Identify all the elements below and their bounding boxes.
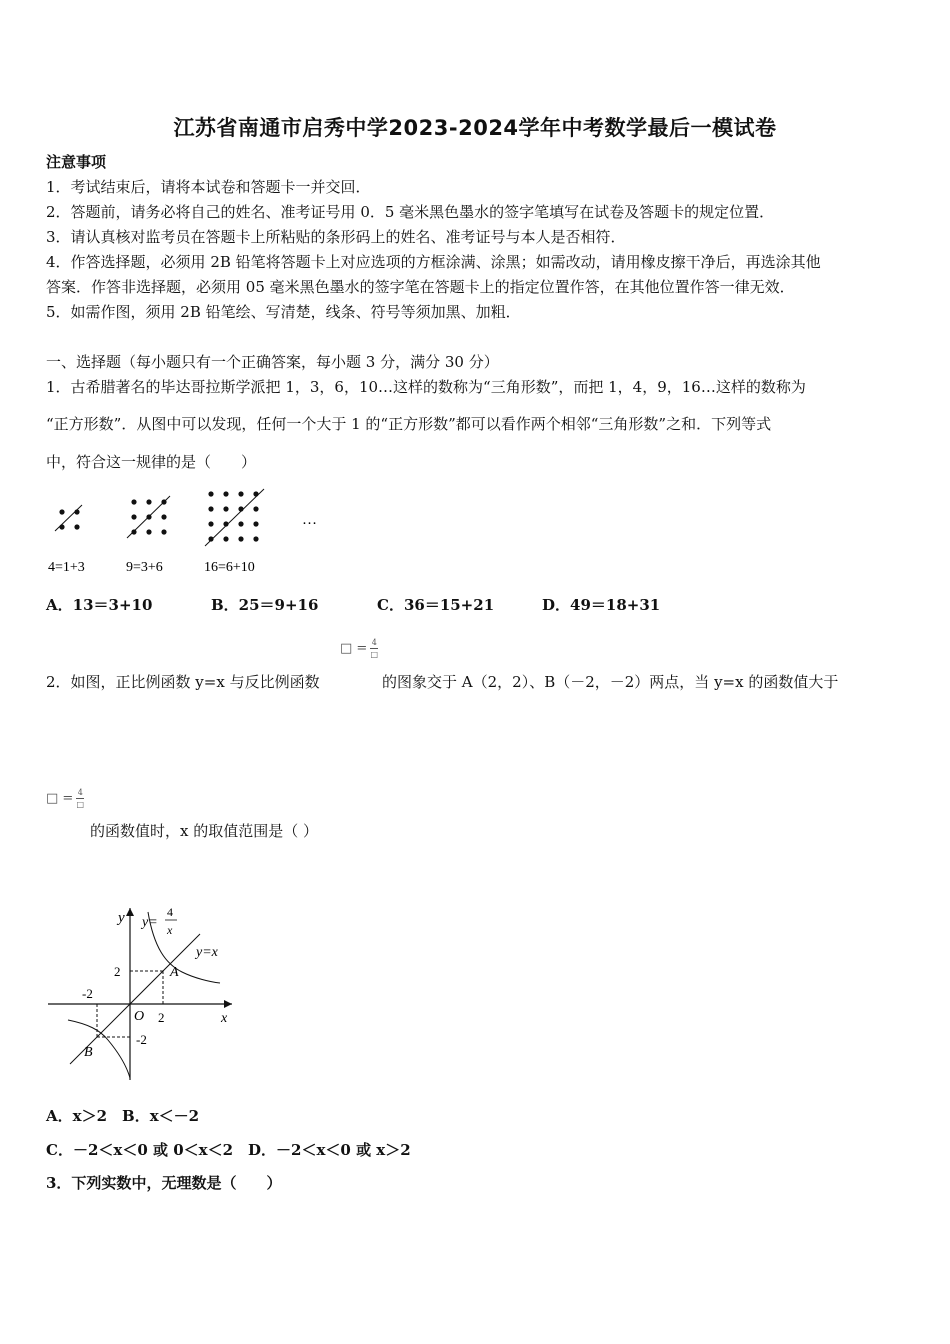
tick-x-2: 2 — [158, 1010, 165, 1025]
formula-lhs-2: □ = — [46, 791, 74, 806]
caption-9: 9=3+6 — [126, 560, 163, 575]
note-item-4-cont: 答案．作答非选择题，必须用 05 毫米黑色墨水的签字笔在答题卡上的指定位置作答，在其他位置作答一律无效． — [46, 278, 795, 296]
caption-16: 16=6+10 — [204, 560, 255, 575]
q2-formula-inline — [340, 638, 378, 659]
point-a-label: A — [170, 965, 179, 980]
caption-4: 4=1+3 — [48, 560, 85, 575]
hyperbola-branch-2 — [68, 1020, 130, 1078]
formula-fraction — [370, 638, 378, 659]
q2-function-graph — [42, 898, 242, 1088]
dot-grid-4 — [55, 505, 82, 531]
notes-heading: 注意事项 — [46, 153, 107, 171]
q2-line-1b: 的图象交于 A（2，2）、B（－2，－2）两点，当 y=x 的函数值大于 — [382, 673, 839, 691]
tick-y-neg2: -2 — [136, 1032, 147, 1047]
line-label: y=x — [196, 945, 218, 960]
formula-numerator: 4 — [371, 638, 377, 647]
note-item-5: 5．如需作图，须用 2B 铅笔绘、写清楚，线条、符号等须加黑、加粗． — [46, 303, 521, 321]
q2-options-ab[interactable]: A．x＞2 B．x＜－2 — [46, 1107, 200, 1125]
hyperbola-denominator: x — [167, 923, 173, 937]
q2-line-1a: 2．如图，正比例函数 y=x 与反比例函数 — [46, 673, 320, 691]
y-axis-label: y — [118, 910, 125, 926]
q1-line-2: “正方形数”．从图中可以发现，任何一个大于 1 的“正方形数”都可以看作两个相邻“三角形数”之和．下列等式 — [46, 415, 772, 433]
note-item-2: 2．答题前，请务必将自己的姓名、准考证号用 0．5 毫米黑色墨水的签字笔填写在试卷及答题卡的规定位置． — [46, 203, 775, 221]
dot-grid-9 — [127, 496, 170, 538]
formula-lhs: □ = — [340, 641, 368, 656]
tick-x-neg2: -2 — [82, 986, 93, 1001]
note-item-4: 4．作答选择题，必须用 2B 铅笔将答题卡上对应选项的方框涂满、涂黑；如需改动，请用橡皮擦干净后，再选涂其他 — [46, 253, 821, 271]
hyperbola-label: y= — [142, 915, 158, 930]
q2-line-2: 的函数值时，x 的取值范围是（ ） — [90, 822, 318, 840]
q2-formula-inline-2 — [46, 788, 84, 809]
tick-y-2: 2 — [114, 964, 121, 979]
q3-line: 3．下列实数中，无理数是（ ） — [46, 1174, 282, 1192]
formula-numerator-2: 4 — [77, 788, 83, 797]
q1-option-b[interactable]: B．25＝9+16 — [211, 596, 319, 614]
formula-fraction-2 — [76, 788, 84, 809]
formula-denominator-2: □ — [76, 800, 85, 809]
note-item-1: 1．考试结束后，请将本试卷和答题卡一并交回． — [46, 178, 371, 196]
q1-line-1: 1．古希腊著名的毕达哥拉斯学派把 1，3，6，10…这样的数称为“三角形数”，而把 1，4，9，16…这样的数称为 — [46, 378, 806, 396]
page-title: 江苏省南通市启秀中学2023-2024学年中考数学最后一模试卷 — [173, 116, 777, 140]
formula-denominator: □ — [370, 650, 379, 659]
section-heading: 一、选择题（每小题只有一个正确答案，每小题 3 分，满分 30 分） — [46, 353, 499, 371]
q2-options-cd[interactable]: C．－2＜x＜0 或 0＜x＜2 D．－2＜x＜0 或 x＞2 — [46, 1141, 411, 1159]
hyperbola-numerator: 4 — [167, 905, 173, 919]
q1-line-3: 中，符合这一规律的是（ ） — [46, 453, 257, 471]
q1-option-d[interactable]: D．49＝18+31 — [542, 596, 661, 614]
q1-option-c[interactable]: C．36＝15+21 — [377, 596, 495, 614]
figure-ellipsis: … — [302, 512, 317, 528]
note-item-3: 3．请认真核对监考员在答题卡上所粘贴的条形码上的姓名、准考证号与本人是否相符． — [46, 228, 626, 246]
dot-grid-16 — [205, 489, 264, 546]
q1-option-a[interactable]: A．13＝3+10 — [46, 596, 153, 614]
point-b-label: B — [84, 1045, 93, 1060]
origin-label: O — [134, 1009, 145, 1024]
x-axis-label: x — [221, 1011, 228, 1026]
q1-square-numbers-figure — [44, 486, 334, 578]
